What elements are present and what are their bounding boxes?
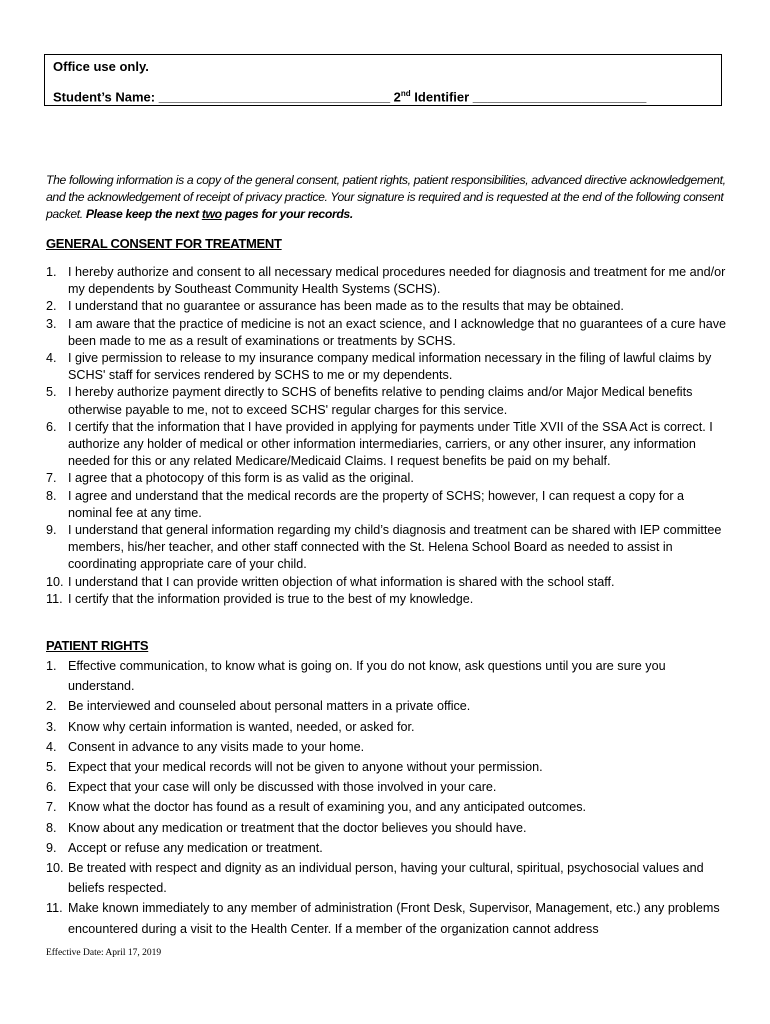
item-text: I understand that I can provide written objection of what information is shared with the school staff. [68,574,615,589]
item-number: 8. [46,820,57,835]
identifier-label: Identifier ________________________ [410,89,647,105]
list-item [46,264,730,298]
item-text: I hereby authorize payment directly to SCHS of benefits relative to pending claims and/or Major Medical benefits otherwise payable to me, not to exceed SCHS' regular charges for this service. [68,385,693,417]
item-number: 3. [46,316,57,331]
list-item [46,384,730,418]
item-text: I understand that no guarantee or assurance has been made as to the results that may be obtained. [68,299,624,314]
item-number: 10. [46,861,64,876]
list-item [46,656,730,696]
list-item [46,818,730,838]
list-item [46,717,730,737]
item-number: 5. [46,385,57,400]
list-item [46,777,730,797]
item-number: 6. [46,419,57,434]
item-number: 7. [46,800,57,815]
list-item [46,757,730,777]
office-use-label: Office use only. [53,59,149,74]
student-name-label: Student’s Name: ________________________________ 2 [53,89,401,105]
effective-date-footer: Effective Date: April 17, 2019 [46,948,162,958]
item-text: Be interviewed and counseled about personal matters in a private office. [68,699,471,714]
item-number: 1. [46,265,57,279]
intro-bold-underlined: two [201,207,222,221]
item-number: 9. [46,840,57,855]
item-text: Consent in advance to any visits made to your home. [68,739,365,754]
patient-rights-list [46,656,730,939]
list-item [46,350,730,384]
list-item [46,858,730,898]
item-number: 11. [46,901,63,916]
item-number: 2. [46,299,57,314]
list-item [46,522,730,574]
item-text: I certify that the information that I have provided in applying for payments under Title XVII of the SSA Act is correct. I authorize any holder of medical or other information intermediaries, carriers, or any other insurer, any information needed for this or any related Medicare/Medicaid Claims. I request benefits be paid on my behalf. [68,419,713,469]
intro-bold-before: Please keep the next [85,207,202,221]
item-number: 4. [46,739,57,754]
student-name-line [53,89,646,104]
list-item [46,470,730,487]
item-text: Expect that your case will only be discussed with those involved in your care. [68,780,497,795]
item-number: 6. [46,780,57,795]
list-item [46,696,730,716]
item-number: 11. [46,591,63,606]
item-text: Know about any medication or treatment that the doctor believes you should have. [68,820,527,835]
item-number: 1. [46,659,57,673]
intro-paragraph [46,172,726,223]
item-text: Know what the doctor has found as a result of examining you, and any anticipated outcomes. [68,800,587,815]
item-number: 10. [46,574,64,589]
item-text: I am aware that the practice of medicine is not an exact science, and I acknowledge that no guarantees of a cure have been made to me as a result of examinations or treatments by SCHS. [68,316,727,348]
item-text: I agree and understand that the medical records are the property of SCHS; however, I can request a copy for a nominal fee at any time. [68,488,685,520]
list-item [46,316,730,350]
item-text: I hereby authorize and consent to all necessary medical procedures needed for diagnosis and treatment for me and/or my dependents by Southeast Community Health Systems (SCHS). [68,265,726,297]
intro-bold-after: pages for your records. [221,207,353,221]
list-item [46,591,730,608]
list-item [46,797,730,817]
list-item [46,838,730,858]
list-item [46,574,730,591]
item-number: 9. [46,523,57,538]
patient-rights-heading: PATIENT RIGHTS [46,638,149,653]
item-text: Know why certain information is wanted, needed, or asked for. [68,719,415,734]
intro-italic-text: The following information is a copy of the general consent, patient rights, patient responsibilities, advanced directive acknowledgement, and the acknowledgement of receipt of privacy practice. Your signature is required and is requested at the end of the following consent packet. [46,173,726,221]
list-item [46,737,730,757]
list-item [46,419,730,471]
identifier-superscript: nd [400,89,411,98]
item-number: 4. [46,351,57,366]
item-text: I understand that general information regarding my child’s diagnosis and treatment can be shared with IEP committee members, his/her teacher, and other staff connected with the St. Helena School Board as needed to assist in coordinating appropriate care of your child. [68,523,722,572]
item-text: Expect that your medical records will not be given to anyone without your permission. [68,760,543,775]
item-number: 7. [46,471,57,486]
office-use-box [44,54,722,106]
item-number: 3. [46,719,57,734]
item-text: Make known immediately to any member of administration (Front Desk, Supervisor, Management, etc.) any problems encountered during a visit to the Health Center. If a member of the organization cannot address [68,901,720,936]
general-consent-heading: GENERAL CONSENT FOR TREATMENT [46,236,282,251]
item-text: I agree that a photocopy of this form is as valid as the original. [68,471,414,486]
item-number: 8. [46,488,57,503]
item-number: 5. [46,760,57,775]
list-item [46,298,730,315]
list-item [46,898,730,938]
item-text: I certify that the information provided is true to the best of my knowledge. [68,591,474,606]
item-number: 2. [46,699,57,714]
item-text: Effective communication, to know what is going on. If you do not know, ask questions until you are sure you understand. [68,659,666,694]
item-text: I give permission to release to my insurance company medical information necessary in the filing of lawful claims by SCHS' staff for services rendered by SCHS to me or my dependents. [68,351,712,383]
list-item [46,488,730,522]
general-consent-list [46,264,730,608]
item-text: Accept or refuse any medication or treatment. [68,840,323,855]
item-text: Be treated with respect and dignity as an individual person, having your cultural, spiritual, psychosocial values and beliefs respected. [68,861,704,896]
